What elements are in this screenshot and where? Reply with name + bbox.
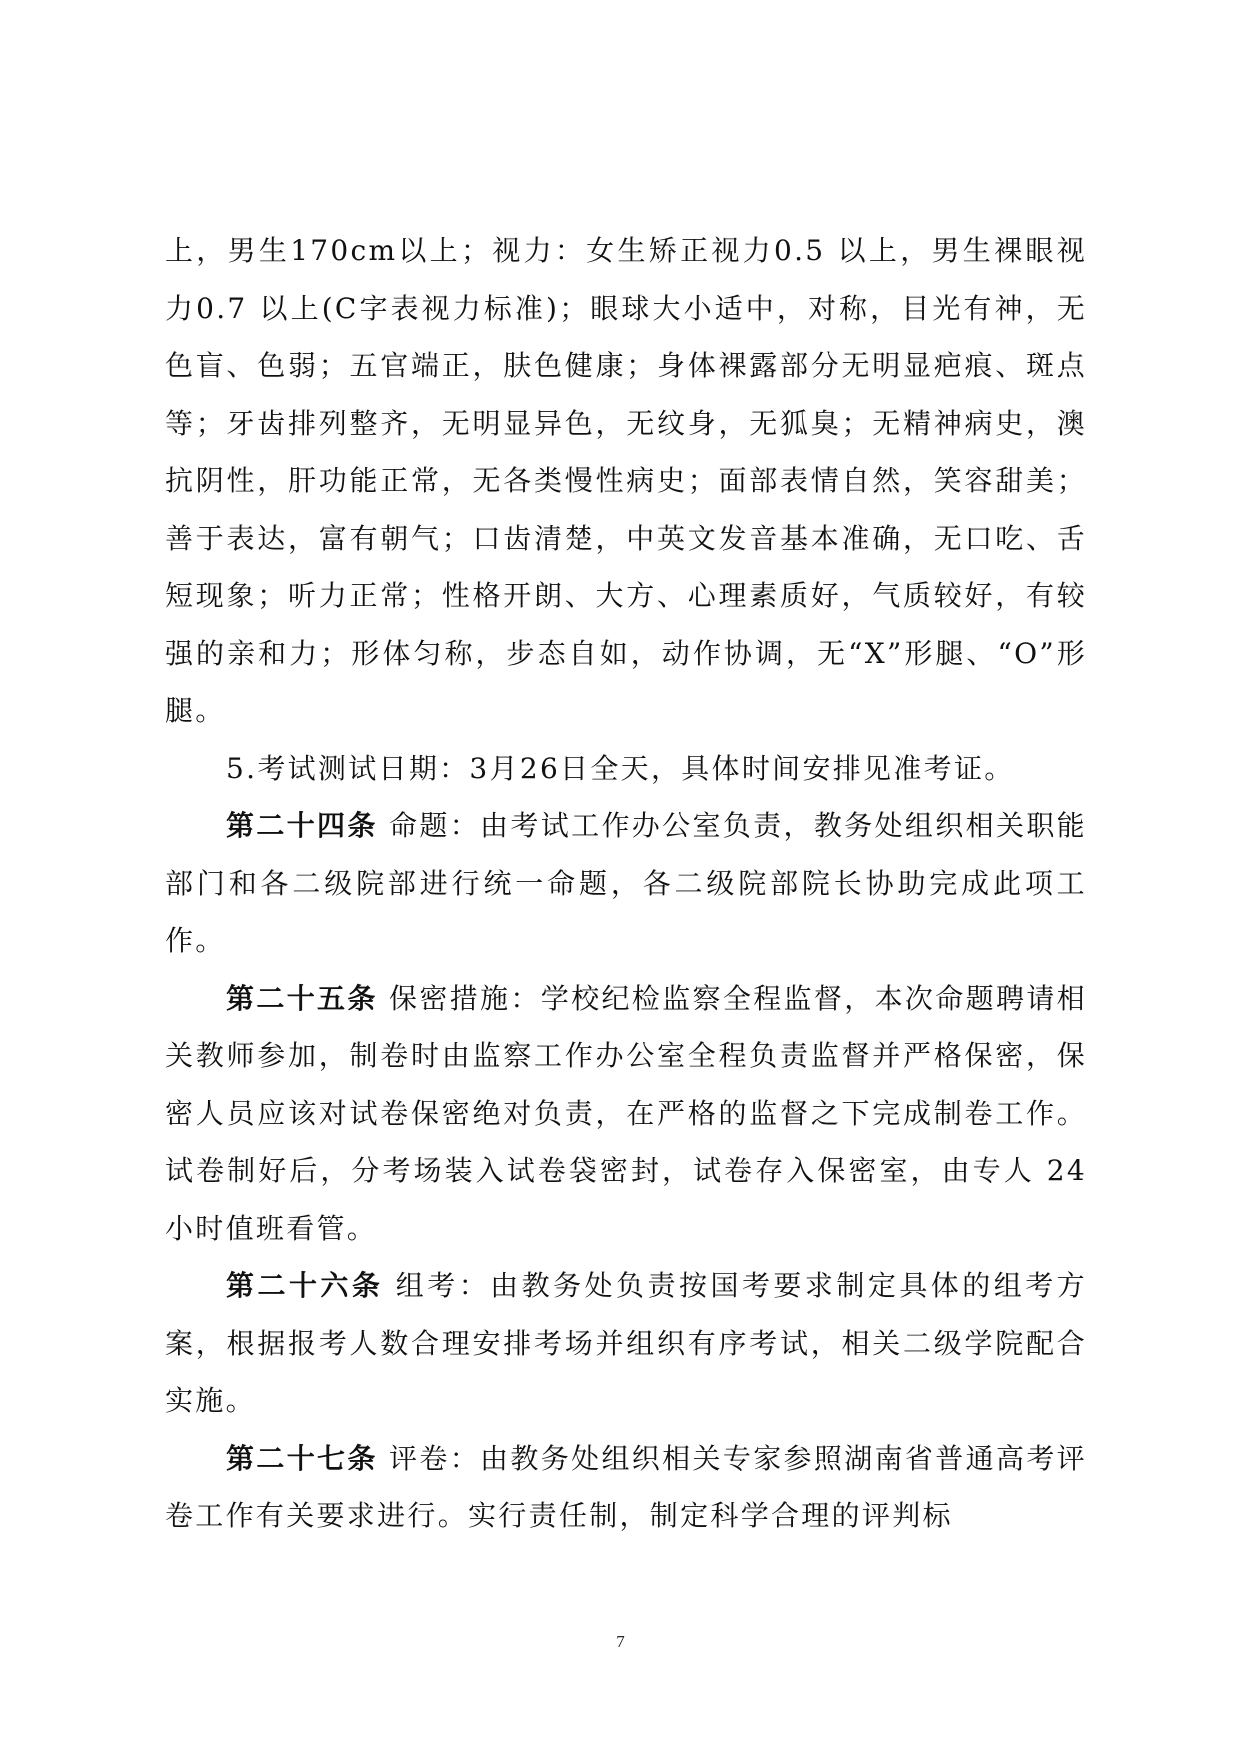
article-heading: 第二十六条 xyxy=(226,1269,384,1302)
article-text: 评卷：由教务处组织相关专家参照湖南省普通高考评卷工作有关要求进行。实行责任制，制定科学合理的评判标 xyxy=(165,1441,1087,1532)
article-27 xyxy=(165,1430,1087,1545)
paragraph-text: 上，男生170cm以上；视力：女生矫正视力0.5 以上，男生裸眼视力0.7 以上(C字表视力标准)；眼球大小适中，对称，目光有神，无色盲、色弱；五官端正，肤色健康；身体裸露部分无明显疤痕、斑点等；牙齿排列整齐，无明显异色，无纹身，无狐臭；无精神病史，澳抗阴性，肝功能正常，无各类慢性病史；面部表情自然，笑容甜美；善于表达，富有朝气；口齿清楚，中英文发音基本准确，无口吃、舌短现象；听力正常；性格开朗、大方、心理素质好，气质较好，有较强的亲和力；形体匀称，步态自如，动作协调，无“X”形腿、“O”形腿。 xyxy=(165,234,1087,727)
paragraph-physical-requirements xyxy=(165,222,1087,740)
page-number: 7 xyxy=(616,1632,625,1651)
article-heading: 第二十四条 xyxy=(226,809,378,842)
body-text xyxy=(165,222,1087,1545)
article-text: 保密措施：学校纪检监察全程监督，本次命题聘请相关教师参加，制卷时由监察工作办公室全程负责监督并严格保密，保密人员应该对试卷保密绝对负责，在严格的监督之下完成制卷工作。试卷制好后，分考场装入试卷袋密封，试卷存入保密室，由专人 24 小时值班看管。 xyxy=(165,981,1087,1245)
article-26 xyxy=(165,1257,1087,1430)
article-25 xyxy=(165,970,1087,1258)
article-heading: 第二十七条 xyxy=(226,1441,378,1475)
paragraph-exam-date xyxy=(165,740,1087,798)
article-24 xyxy=(165,797,1087,970)
article-text: 组考：由教务处负责按国考要求制定具体的组考方案，根据报考人数合理安排考场并组织有序考试，相关二级学院配合实施。 xyxy=(165,1269,1087,1417)
article-text: 命题：由考试工作办公室负责，教务处组织相关职能部门和各二级院部进行统一命题，各二级院部院长协助完成此项工作。 xyxy=(165,809,1087,957)
article-heading: 第二十五条 xyxy=(226,981,378,1015)
paragraph-text: 5.考试测试日期：3月26日全天，具体时间安排见准考证。 xyxy=(226,751,1015,785)
